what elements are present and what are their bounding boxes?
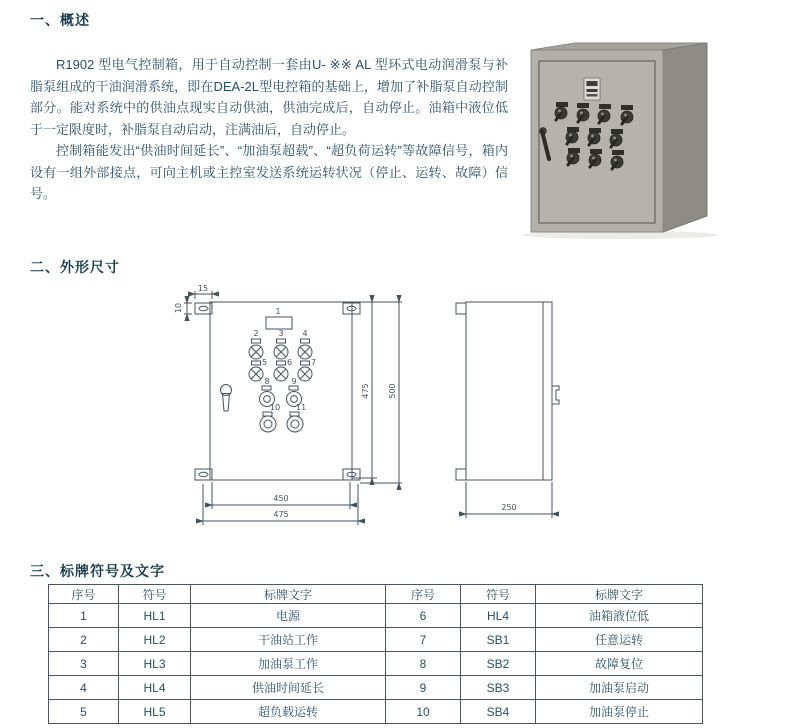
col-header-text-left: 标牌文字 <box>191 585 386 604</box>
side-view <box>456 302 559 518</box>
cell-text: 干油站工作 <box>191 628 386 652</box>
door-lock-handle <box>221 385 232 412</box>
dim-label-15: 15 <box>197 284 209 293</box>
item-1: 1 <box>275 307 281 316</box>
item-5: 5 <box>262 358 268 367</box>
cell-text: 超负载运转 <box>191 700 386 724</box>
dim-10 <box>184 303 192 314</box>
dim-label-500: 500 <box>388 383 397 399</box>
section1-heading: 一、概述 <box>30 12 90 28</box>
cell-symbol: HL4 <box>119 676 191 700</box>
table-row <box>49 676 703 700</box>
cell-text: 故障复位 <box>536 652 703 676</box>
table-header-row <box>49 585 703 604</box>
cell-text: 加油泵停止 <box>536 700 703 724</box>
cell-no: 4 <box>49 676 119 700</box>
cell-symbol: SB2 <box>461 652 536 676</box>
item-7: 7 <box>311 358 317 367</box>
cell-no: 6 <box>386 604 461 628</box>
label-table <box>48 584 703 724</box>
item-2: 2 <box>253 329 259 338</box>
item-11: 11 <box>296 403 307 412</box>
item-8: 8 <box>264 377 270 386</box>
col-header-no-right: 序号 <box>386 585 461 604</box>
cell-symbol: SB1 <box>461 628 536 652</box>
dimension-drawing <box>170 283 620 573</box>
dim-label-250: 250 <box>501 503 517 512</box>
cell-symbol: HL4 <box>461 604 536 628</box>
item-6: 6 <box>287 358 293 367</box>
table-row <box>49 604 703 628</box>
overview-paragraph-1: R1902 型电气控制箱，用于自动控制一套由U- ※※ AL 型环式电动润滑泵与补脂泵组成的干油润滑系统，即在DEA-2L型电控箱的基础上，增加了补脂泵自动控制部分。能对系统中的供油点现实自动供油，供油完成后，自动停止。油箱中液位低于一定限度时，补脂泵自动启动，注满油后，自动停止。 <box>30 57 508 137</box>
cell-no: 3 <box>49 652 119 676</box>
cell-symbol: HL3 <box>119 652 191 676</box>
col-header-symbol-right: 符号 <box>461 585 536 604</box>
cell-no: 1 <box>49 604 119 628</box>
table-row <box>49 628 703 652</box>
side-handle <box>552 386 559 404</box>
cabinet-photo <box>512 32 800 244</box>
section3-heading: 三、标牌符号及文字 <box>30 563 165 579</box>
indicator-lamps <box>249 345 312 381</box>
col-header-text-right: 标牌文字 <box>536 585 703 604</box>
table-row <box>49 652 703 676</box>
cell-text: 电源 <box>191 604 386 628</box>
cell-symbol: HL1 <box>119 604 191 628</box>
item-10: 10 <box>270 403 281 412</box>
cell-symbol: SB3 <box>461 676 536 700</box>
dim-label-10: 10 <box>174 302 183 314</box>
drawing-texts <box>174 284 517 519</box>
cell-symbol: HL2 <box>119 628 191 652</box>
dim-250 <box>466 482 552 518</box>
cell-no: 8 <box>386 652 461 676</box>
front-view <box>184 291 402 525</box>
dim-label-475-b: 475 <box>273 510 289 519</box>
item-3: 3 <box>278 329 284 338</box>
overview-text <box>30 54 508 205</box>
cell-symbol: HL5 <box>119 700 191 724</box>
cell-text: 加油泵启动 <box>536 676 703 700</box>
cell-no: 9 <box>386 676 461 700</box>
cell-text: 油箱液位低 <box>536 604 703 628</box>
col-header-no-left: 序号 <box>49 585 119 604</box>
cell-no: 7 <box>386 628 461 652</box>
dim-label-475-v: 475 <box>361 383 370 399</box>
cabinet-nameplate <box>584 78 600 100</box>
table-row <box>49 700 703 724</box>
overview-paragraph-2: 控制箱能发出“供油时间延长”、“加油泵超载”、“超负荷运转”等故障信号，箱内设有一组外部接点，可向主机或主控室发送系统运转状况（停止、运转、故障）信号。 <box>30 143 508 201</box>
section2-heading: 二、外形尺寸 <box>30 259 120 275</box>
dim-label-450: 450 <box>273 494 289 503</box>
cell-no: 2 <box>49 628 119 652</box>
cell-text: 任意运转 <box>536 628 703 652</box>
cell-text: 加油泵工作 <box>191 652 386 676</box>
cell-text: 供油时间延长 <box>191 676 386 700</box>
item-9: 9 <box>291 377 297 386</box>
item-4: 4 <box>302 329 308 338</box>
cell-no: 10 <box>386 700 461 724</box>
col-header-symbol-left: 符号 <box>119 585 191 604</box>
cell-no: 5 <box>49 700 119 724</box>
cell-symbol: SB4 <box>461 700 536 724</box>
